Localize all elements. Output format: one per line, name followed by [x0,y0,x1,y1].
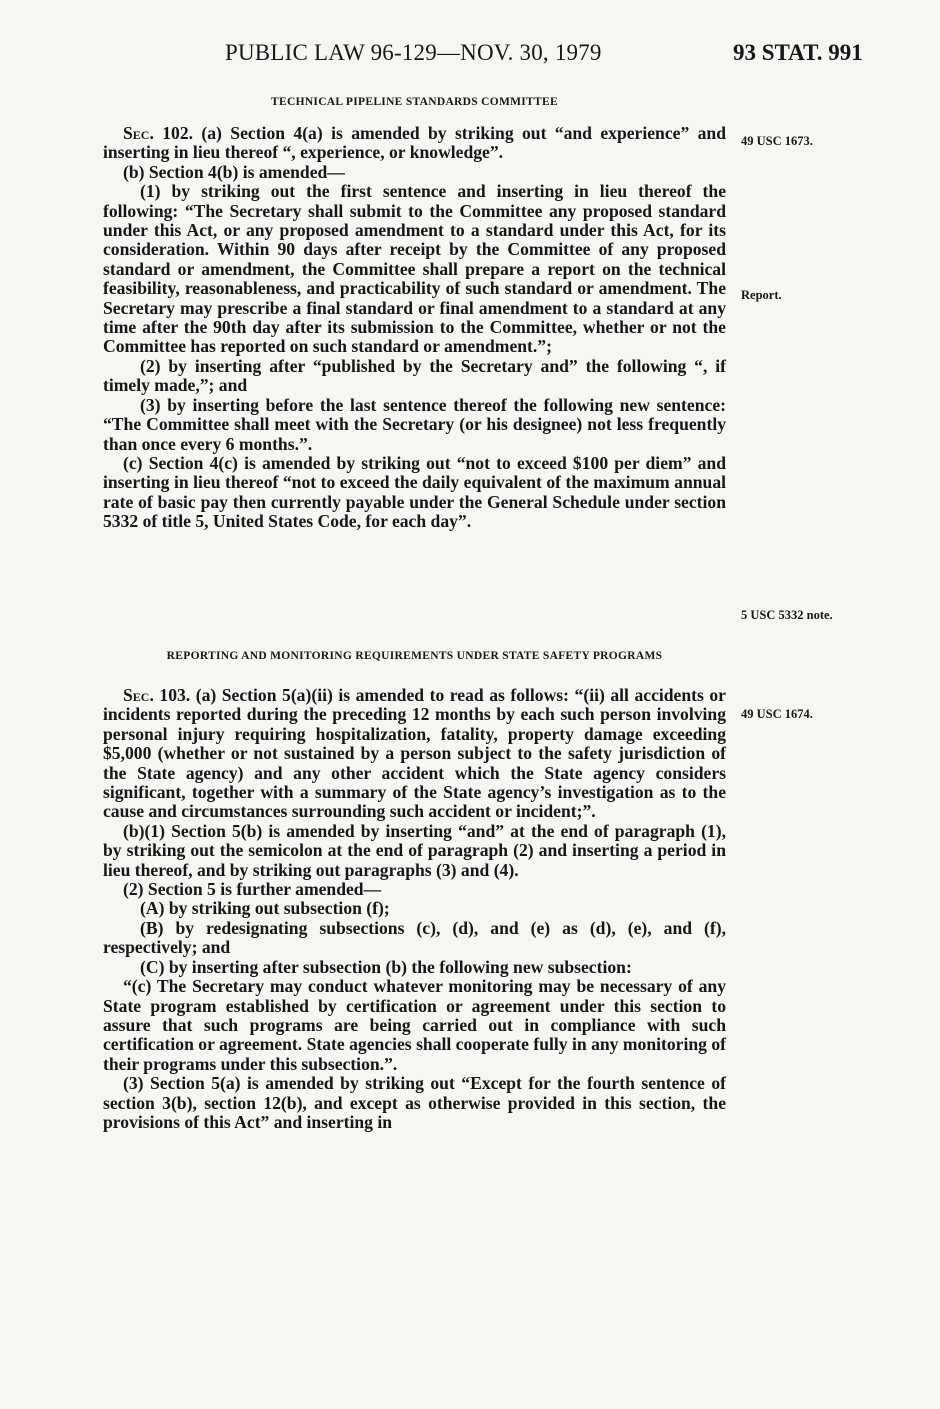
section-102-a-text: 102. (a) Section 4(a) is amended by striking out “and experience” and inserting in lieu thereof “, experience, or knowledge”. [103,123,726,163]
section-103-a [103,686,726,822]
section-102-a [103,124,726,163]
section-103-bB: (B) by redesignating subsections (c), (d), and (e) as (d), (e), and (f), respectively; and [103,917,726,958]
section-102-b3: (3) by inserting before the last sentence thereof the following new sentence: “The Committee shall meet with the Secretary (or his designee) not less frequently than once every 6 months.”. [103,394,726,454]
margin-note-49-usc-1674: 49 USC 1674. [741,707,813,721]
section-102 [103,94,726,532]
sec-label: Sec. [123,123,154,143]
section-102-b1: (1) by striking out the first sentence and inserting in lieu thereof the following: “The Secretary shall submit to the Committee any proposed standard under this Act, or any proposed amendment to a standard under this Act, for its consideration. Within 90 days after receipt by the Committee of any proposed standard or amendment, the Committee shall prepare a report on the technical feasibility, reasonableness, and practicability of such standard or amendment. The Secretary may prescribe a final standard or final amendment to a standard at any time after the 90th day after its submission to the Committee, whether or not the Committee has reported on such standard or amendment.”; [103,181,726,357]
section-103-a-text: 103. (a) Section 5(a)(ii) is amended to read as follows: “(ii) all accidents or incidents reported during the preceding 12 months by each such person involving personal injury requiring hospitalization, fatality, property damage exceeding $5,000 (whether or not sustained by a person subject to the safety jurisdiction of the State agency) and any other accident which the State agency considers significant, together with a summary of the State agency’s investigation as to the cause and circumstances surrounding such accident or incident;”. [103,685,726,822]
section-102-c: (c) Section 4(c) is amended by striking out “not to exceed $100 per diem” and inserting in lieu thereof “not to exceed the daily equivalent of the maximum annual rate of basic pay then currently payable under the General Schedule under section 5332 of title 5, United States Code, for each day”. [103,452,726,532]
margin-note-49-usc-1673: 49 USC 1673. [741,134,813,148]
page-header-stat: 93 STAT. 991 [733,40,863,65]
section-102-heading: TECHNICAL PIPELINE STANDARDS COMMITTEE [271,96,558,108]
section-103-bC: (C) by inserting after subsection (b) the following new subsection: [140,956,632,977]
section-103-b2: (2) Section 5 is further amended— [123,879,382,900]
section-102-b2: (2) by inserting after “published by the Secretary and” the following “, if timely made,”; and [103,355,726,396]
margin-note-report: Report. [741,288,782,302]
page-header-title: PUBLIC LAW 96-129—NOV. 30, 1979 [225,40,602,65]
section-103-b3: (3) Section 5(a) is amended by striking out “Except for the fourth sentence of section 3(b), section 12(b), and except as otherwise provided in this section, the provisions of this Act” and inserting in [103,1073,726,1132]
section-102-b-intro: (b) Section 4(b) is amended— [123,161,345,182]
sec-label: Sec. [123,685,154,705]
margin-note-5-usc-5332: 5 USC 5332 note. [741,608,833,622]
section-103 [103,648,726,1132]
section-103-bA: (A) by striking out subsection (f); [140,898,390,919]
section-103-quote-c: “(c) The Secretary may conduct whatever monitoring may be necessary of any State program established by certification or agreement under this section to assure that such programs are being carried out in compliance with such certification or agreement. State agencies shall cooperate fully in any monitoring of their programs under this subsection.”. [103,976,726,1074]
section-103-b1: (b)(1) Section 5(b) is amended by inserting “and” at the end of paragraph (1), by striking out the semicolon at the end of paragraph (2) and inserting a period in lieu thereof, and by striking out paragraphs (3) and (4). [103,820,726,880]
section-103-heading: REPORTING AND MONITORING REQUIREMENTS UNDER STATE SAFETY PROGRAMS [166,650,663,662]
